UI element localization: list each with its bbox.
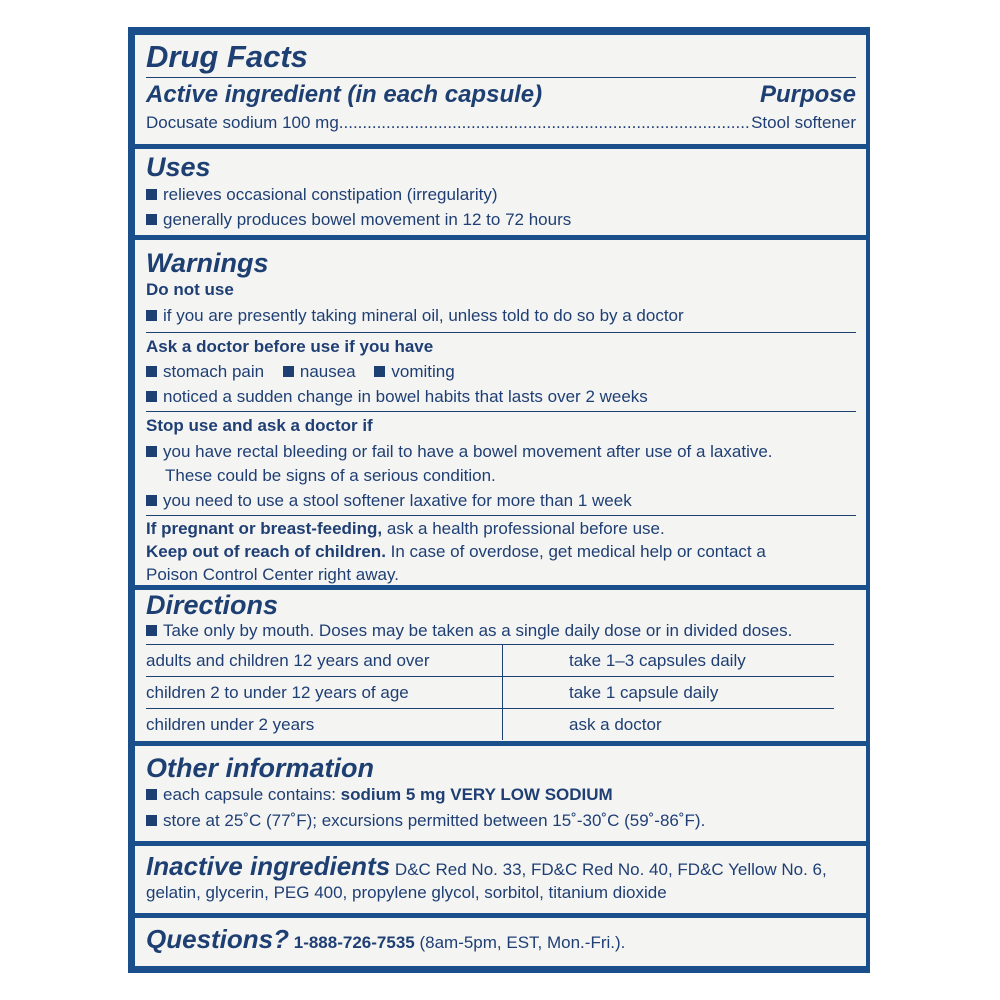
active-header-row: [146, 80, 856, 110]
directions-intro: Take only by mouth. Doses may be taken as a single daily dose or in divided doses.: [146, 620, 856, 642]
active-ingredient-row: [146, 112, 856, 134]
inactive-box: [135, 846, 866, 913]
ask-doctor-heading: Ask a doctor before use if you have: [146, 337, 434, 356]
ask-doctor-items: stomach pain nausea vomiting: [146, 361, 856, 383]
stop-item-1: you have rectal bleeding or fail to have a bowel movement after use of a laxative.: [146, 441, 856, 463]
other-info-item-1: each capsule contains: sodium 5 mg VERY LOW SODIUM: [146, 784, 856, 806]
bullet-icon: [146, 189, 157, 200]
bullet-icon: [146, 214, 157, 225]
bullet-icon: [146, 495, 157, 506]
dosage-age: children under 2 years: [146, 709, 503, 741]
active-ingredient: Docusate sodium 100 mg: [146, 113, 339, 132]
bullet-icon: [283, 366, 294, 377]
directions-box: [135, 590, 866, 741]
active-purpose: Stool softener: [751, 113, 856, 132]
active-ingredient-header: Active ingredient (in each capsule): [146, 81, 543, 108]
warnings-rule-2: [146, 411, 856, 412]
pregnant-line: If pregnant or breast-feeding, ask a health professional before use.: [146, 519, 665, 538]
drug-facts-box: [135, 35, 866, 144]
questions-header: Questions?: [146, 924, 290, 954]
dosage-age: adults and children 12 years and over: [146, 645, 503, 677]
drug-facts-title: Drug Facts: [146, 39, 308, 74]
table-row: [146, 709, 834, 741]
questions-box: [135, 918, 866, 966]
stop-use-heading: Stop use and ask a doctor if: [146, 416, 373, 435]
uses-box: [135, 149, 866, 235]
bullet-icon: [146, 366, 157, 377]
uses-item-1: relieves occasional constipation (irregularity): [146, 184, 856, 206]
title-rule: [146, 77, 856, 78]
inactive-line-2: gelatin, glycerin, PEG 400, propylene glycol, sorbitol, titanium dioxide: [146, 883, 667, 902]
bullet-icon: [146, 310, 157, 321]
table-row: [146, 677, 834, 709]
dosage-table: [146, 644, 834, 740]
bullet-icon: [146, 789, 157, 800]
dosage-amount: take 1–3 capsules daily: [569, 650, 746, 670]
other-info-item-2: store at 25˚C (77˚F); excursions permitted between 15˚-30˚C (59˚-86˚F).: [146, 810, 856, 832]
purpose-header: Purpose: [759, 81, 856, 108]
inactive-header: Inactive ingredients: [146, 851, 391, 881]
bullet-icon: [146, 391, 157, 402]
bullet-icon: [146, 625, 157, 636]
dosage-amount: ask a doctor: [569, 714, 662, 734]
questions-phone: 1-888-726-7535: [289, 933, 415, 952]
dot-leader: [339, 112, 751, 134]
warnings-rule-3: [146, 515, 856, 516]
bullet-icon: [146, 446, 157, 457]
keep-out-line-2: Poison Control Center right away.: [146, 565, 399, 584]
bullet-icon: [146, 815, 157, 826]
dosage-age: children 2 to under 12 years of age: [146, 677, 503, 709]
bullet-icon: [374, 366, 385, 377]
dosage-amount: take 1 capsule daily: [569, 682, 719, 702]
other-info-header: Other information: [146, 753, 374, 783]
ask-doctor-item-2: noticed a sudden change in bowel habits that lasts over 2 weeks: [146, 386, 856, 408]
keep-out-line: Keep out of reach of children. In case of overdose, get medical help or contact a: [146, 542, 766, 561]
do-not-use-item: if you are presently taking mineral oil, unless told to do so by a doctor: [146, 305, 856, 327]
uses-item-2: generally produces bowel movement in 12 to 72 hours: [146, 209, 856, 231]
table-row: [146, 645, 834, 677]
inactive-line-1: Inactive ingredients D&C Red No. 33, FD&C Red No. 40, FD&C Yellow No. 6,: [146, 851, 827, 881]
warnings-box: [135, 240, 866, 585]
other-info-box: [135, 746, 866, 841]
do-not-use-heading: Do not use: [146, 280, 234, 299]
uses-header: Uses: [146, 152, 211, 182]
stop-item-2: you need to use a stool softener laxative for more than 1 week: [146, 490, 856, 512]
questions-line: [146, 924, 856, 954]
directions-header: Directions: [146, 590, 279, 620]
stop-item-1-cont: These could be signs of a serious condition.: [165, 466, 496, 485]
warnings-header: Warnings: [146, 248, 269, 278]
questions-hours: (8am-5pm, EST, Mon.-Fri.).: [414, 933, 626, 952]
warnings-rule-1: [146, 332, 856, 333]
